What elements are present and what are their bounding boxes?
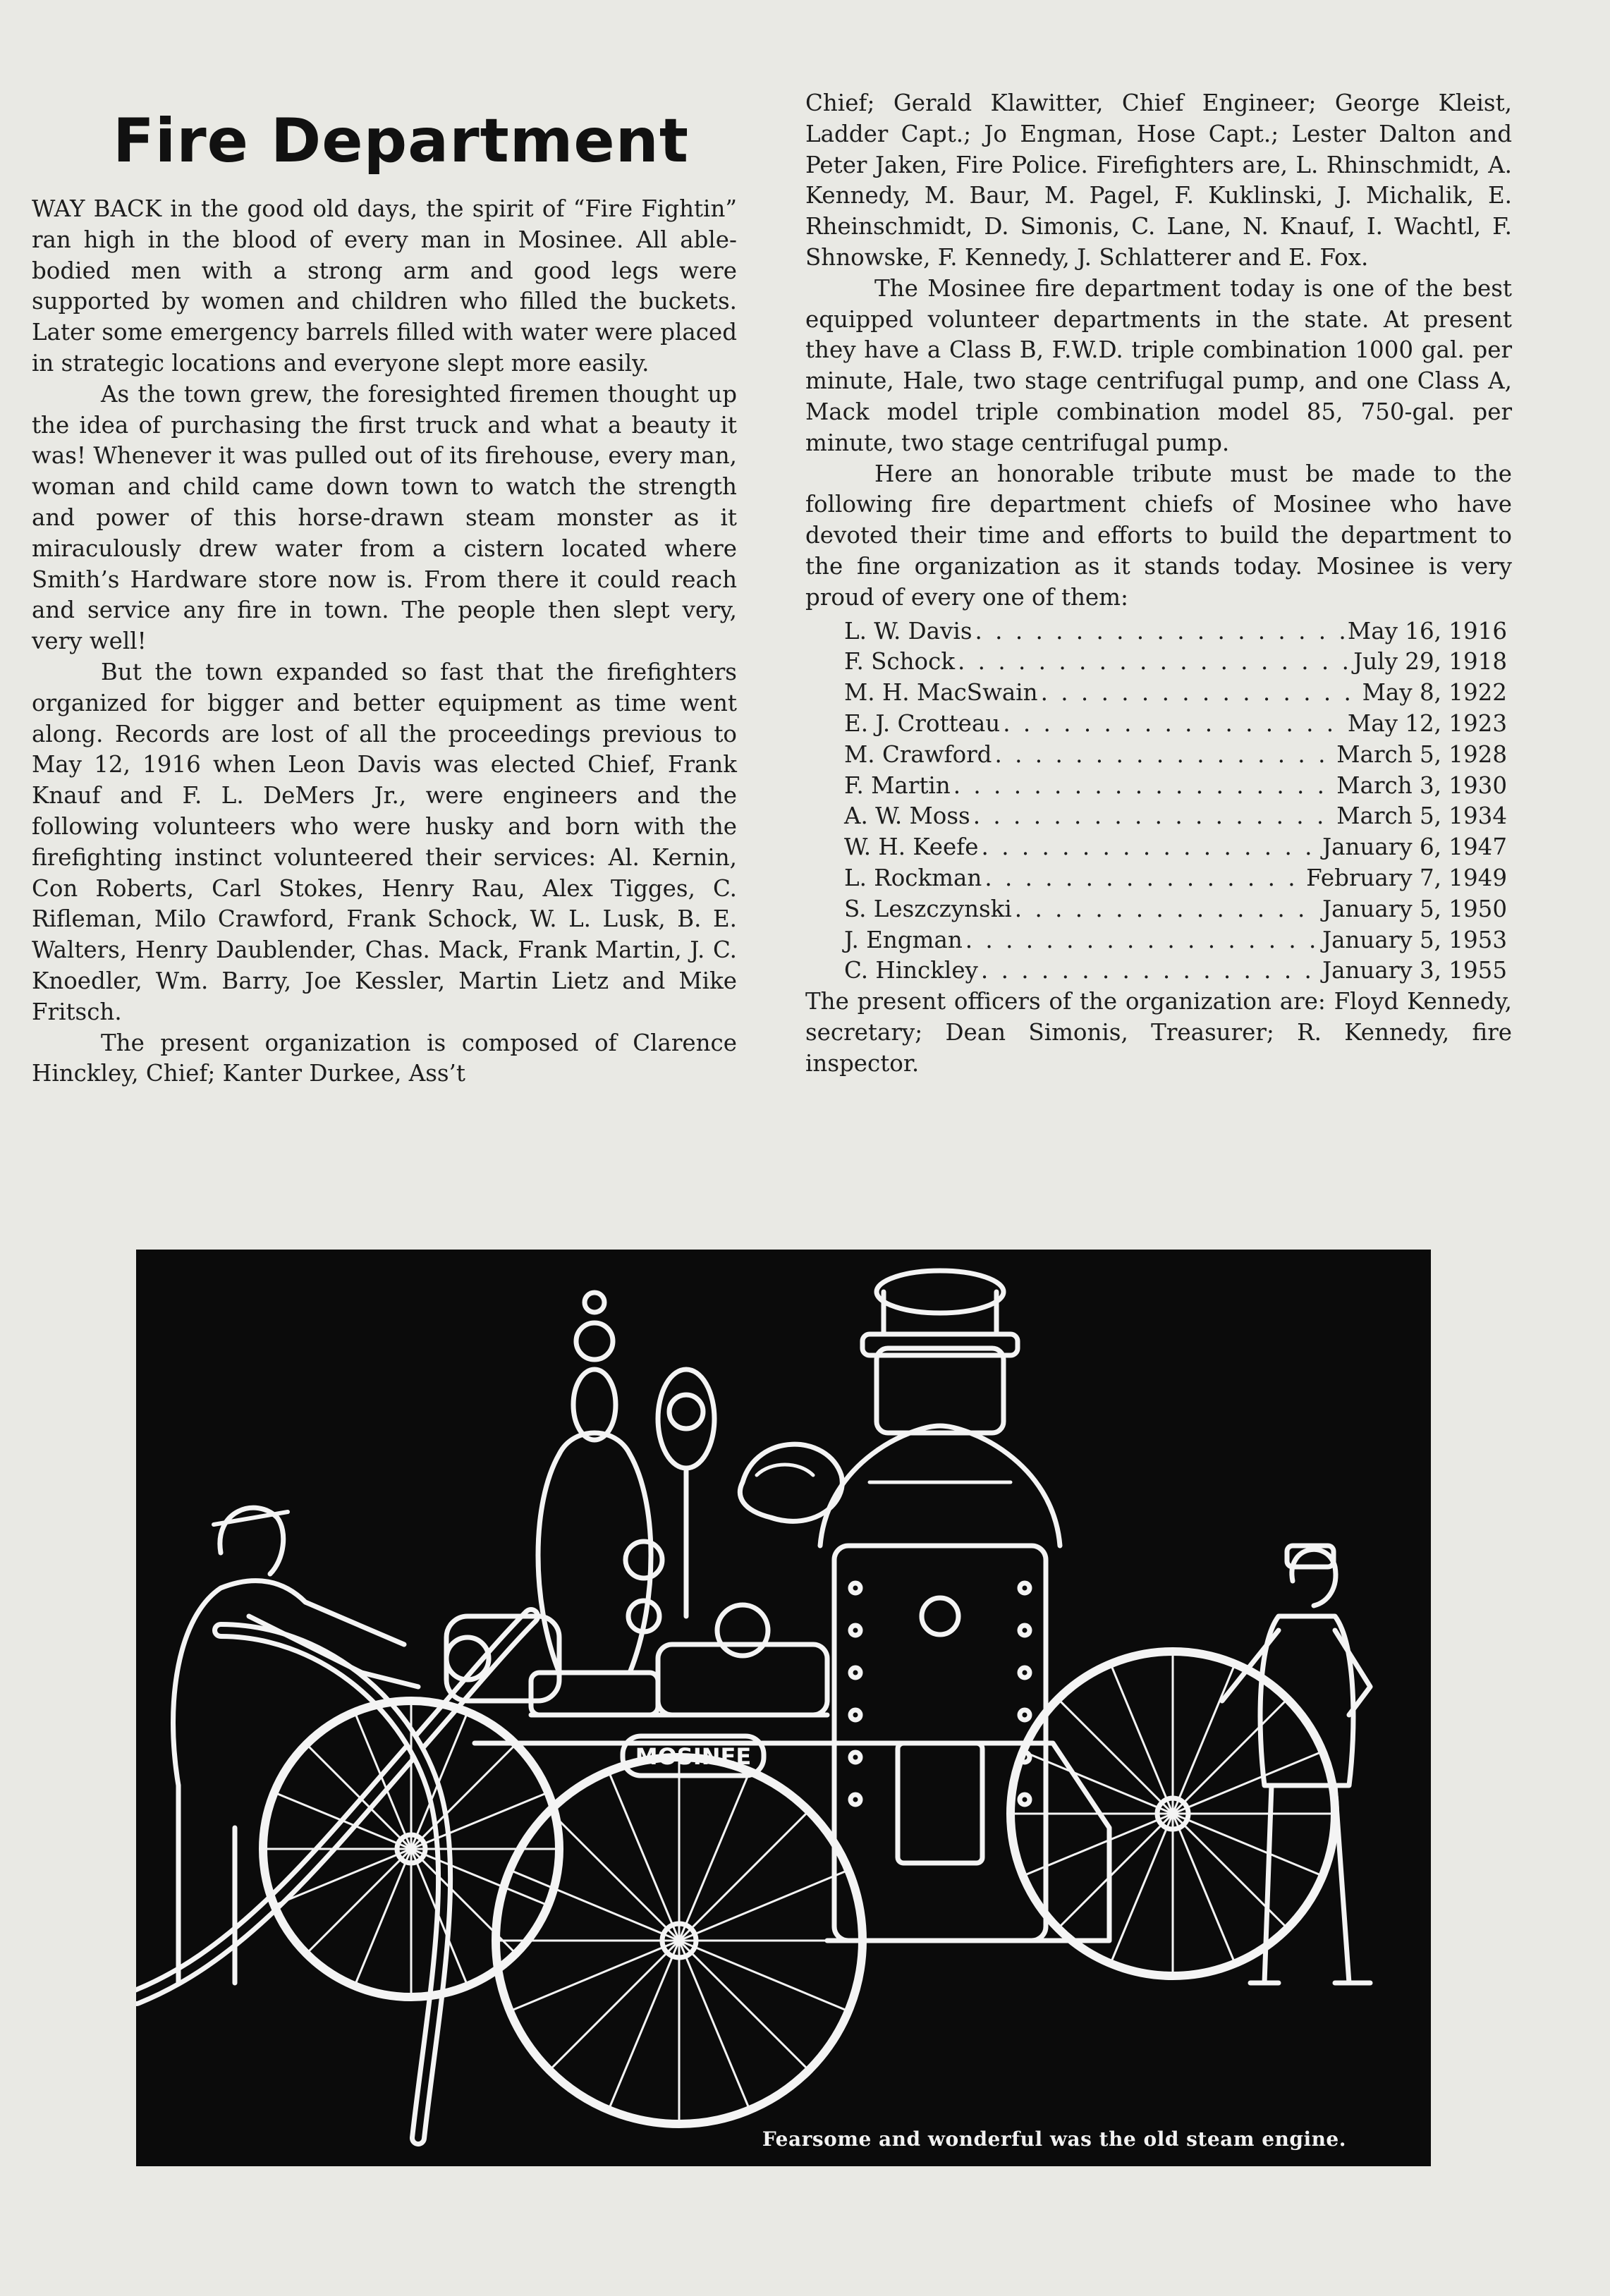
page-title: Fire Department: [113, 106, 690, 176]
list-item: [844, 709, 1507, 740]
steam-engine-illustration: [136, 1250, 1431, 2166]
chiefs-list: [844, 616, 1507, 987]
chief-name: J. Engman: [844, 926, 963, 953]
steam-engine-line-art: [136, 1250, 1431, 2166]
chief-date: March 5, 1928: [1336, 740, 1507, 768]
list-item: [844, 801, 1507, 832]
leader-dots: [975, 616, 1345, 647]
chief-name: F. Martin: [844, 771, 951, 799]
leader-dots: [953, 771, 1334, 802]
hose-line: [136, 1616, 531, 1997]
organization-paragraph: The present organization is composed of Clarence Hinckley, Chief; Kanter Durkee, Ass’t: [32, 1029, 737, 1087]
chief-date: July 29, 1918: [1353, 648, 1507, 676]
chief-name: W. H. Keefe: [844, 833, 979, 861]
front-wheel: [263, 1701, 559, 1997]
list-item: [844, 832, 1507, 863]
leader-dots: [994, 740, 1334, 771]
chief-date: February 7, 1949: [1306, 864, 1507, 891]
pump-fittings: [446, 1541, 827, 1715]
list-item: [844, 863, 1507, 894]
chief-name: M. Crawford: [844, 740, 992, 768]
chief-date: January 5, 1953: [1322, 926, 1507, 953]
list-item: [844, 925, 1507, 956]
leader-dots: [1041, 678, 1360, 709]
chief-name: L. Rockman: [844, 864, 982, 891]
boiler: [820, 1271, 1060, 1941]
equipment-paragraph: The Mosinee fire department today is one of the best equipped volunteer departments in the state. At present they have a Class B, F.W.D. triple combination 1000 gal. per minute, Hale, two stage centrifugal pump, and one Class A, Mack model triple combination model 85, 750-gal. per minute, two stage centrifugal pump.: [805, 274, 1512, 456]
leader-dots: [1003, 709, 1345, 740]
chief-date: January 6, 1947: [1322, 833, 1507, 861]
chief-date: January 5, 1950: [1322, 895, 1507, 922]
volunteers-paragraph: But the town expanded so fast that the firefighters organized for bigger and better equipment as time went along. Records are lost of all the proceedings previous to May 12, 1916 when Leon Davis was elected Chief, Frank Knauf and F. L. DeMers Jr., were engineers and the following volunteers who were husky and born with the firefighting instinct volunteered their services: Al. Kernin, Con Roberts, Carl Stokes, Henry Rau, Alex Tigges, C. Rifleman, Milo Crawford, Frank Schock, W. L. Lusk, B. E. Walters, Henry Daublender, Chas. Mack, Frank Martin, J. C. Knoedler, Wm. Barry, Joe Kessler, Martin Lietz and Mike Fritsch.: [32, 658, 737, 1025]
chief-name: S. Leszczynski: [844, 895, 1012, 922]
leader-dots: [965, 925, 1319, 956]
chief-date: May 8, 1922: [1362, 679, 1507, 707]
intro-paragraph: WAY BACK in the good old days, the spirit of “Fire Fightin” ran high in the blood of every man in Mosinee. All able-bodied men with a strong arm and good legs were supported by women and children who filled the buckets. Later some emergency barrels filled with water were placed in strategic locations and everyone slept more easily.: [32, 195, 737, 377]
fireman-left: [173, 1508, 419, 1983]
present-officers-paragraph: The present officers of the organization are: Floyd Kennedy, secretary; Dean Simonis, Treasurer; R. Kennedy, fire inspector.: [805, 988, 1512, 1077]
chief-name: A. W. Moss: [844, 802, 970, 830]
chief-name: C. Hinckley: [844, 957, 978, 984]
lantern: [658, 1369, 714, 1616]
left-column: [32, 194, 737, 1089]
leader-dots: [982, 832, 1320, 863]
chief-date: March 3, 1930: [1336, 771, 1507, 799]
right-column: [805, 88, 1512, 1080]
chief-date: May 12, 1923: [1347, 709, 1507, 737]
chief-name: E. J. Crotteau: [844, 709, 1001, 737]
rear-wheel: [1011, 1651, 1335, 1976]
tribute-paragraph: Here an honorable tribute must be made to the following fire department chiefs of Mosinee who have devoted their time and efforts to build the department to the fine organization as it stands today. Mosinee is very proud of every one of them:: [805, 460, 1512, 611]
chief-date: January 3, 1955: [1322, 957, 1507, 984]
leader-dots: [958, 647, 1350, 678]
chief-date: May 16, 1916: [1347, 617, 1507, 645]
leader-dots: [984, 863, 1303, 894]
scroll-seat: [740, 1444, 842, 1521]
list-item: [844, 771, 1507, 802]
middle-wheel: [496, 1757, 862, 2124]
history-paragraph: As the town grew, the foresighted firemen thought up the idea of purchasing the first truck and what a beauty it was! Whenever it was pulled out of its firehouse, every man, woman and child came down town to watch the strength and power of this horse-drawn steam monster as it miraculously drew water from a cistern located where Smith’s Hardware store now is. From there it could reach and service any fire in town. The people then slept very, very well!: [32, 380, 737, 655]
list-item: [844, 740, 1507, 771]
list-item: [844, 616, 1507, 647]
name-plate-text: MOSINEE: [635, 1743, 752, 1770]
air-chamber: [531, 1293, 658, 1715]
illustration-caption: Fearsome and wonderful was the old steam engine.: [762, 2127, 1346, 2151]
chief-name: L. W. Davis: [844, 617, 972, 645]
list-item: [844, 894, 1507, 925]
leader-dots: [973, 801, 1334, 832]
list-item: [844, 647, 1507, 678]
leader-dots: [1015, 894, 1319, 925]
list-item: [844, 678, 1507, 709]
list-item: [844, 955, 1507, 987]
chief-name: M. H. MacSwain: [844, 679, 1038, 707]
leader-dots: [981, 955, 1319, 987]
officers-continued-paragraph: Chief; Gerald Klawitter, Chief Engineer; George Kleist, Ladder Capt.; Jo Engman, Hose Capt.; Lester Dalton and Peter Jaken, Fire Police. Firefighters are, L. Rhinschmidt, A. Kennedy, M. Baur, M. Pagel, F. Kuklinski, J. Michalik, E. Rheinschmidt, D. Simonis, C. Lane, N. Knauf, I. Wachtl, F. Shnowske, F. Kennedy, J. Schlatterer and E. Fox.: [805, 90, 1512, 271]
chief-date: March 5, 1934: [1336, 802, 1507, 830]
chief-name: F. Schock: [844, 648, 956, 676]
